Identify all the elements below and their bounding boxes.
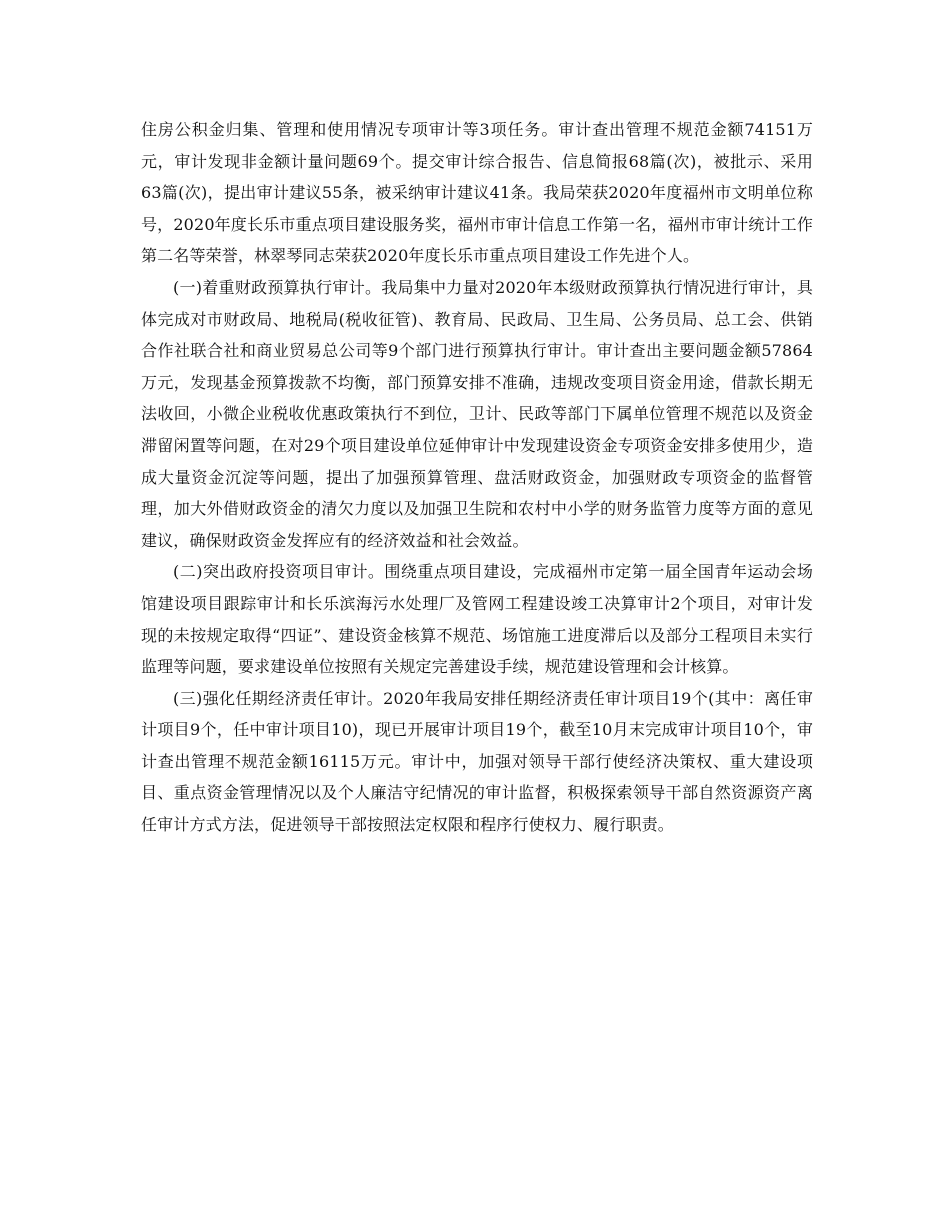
document-page <box>141 114 813 841</box>
paragraph-section-3-tenure-audit: (三)强化任期经济责任审计。2020年我局安排任期经济责任审计项目19个(其中：离任审计项目9个，任中审计项目10)，现已开展审计项目19个，截至10月末完成审计项目10个，审计查出管理不规范金额16115万元。审计中，加强对领导干部行使经济决策权、重大建设项目、重点资金管理情况以及个人廉洁守纪情况的审计监督，积极探索领导干部自然资源资产离任审计方式方法，促进领导干部按照法定权限和程序行使权力、履行职责。 <box>141 688 813 835</box>
paragraph-section-1-budget-audit: (一)着重财政预算执行审计。我局集中力量对2020年本级财政预算执行情况进行审计，具体完成对市财政局、地税局(税收征管)、教育局、民政局、卫生局、公务员局、总工会、供销合作社联合社和商业贸易总公司等9个部门进行预算执行审计。审计查出主要问题金额57864万元，发现基金预算拨款不均衡，部门预算安排不准确，违规改变项目资金用途，借款长期无法收回，小微企业税收优惠政策执行不到位，卫计、民政等部门下属单位管理不规范以及资金滞留闲置等问题，在对29个项目建设单位延伸审计中发现建设资金专项资金安排多使用少，造成大量资金沉淀等问题，提出了加强预算管理、盘活财政资金，加强财政专项资金的监督管理，加大外借财政资金的清欠力度以及加强卫生院和农村中小学的财务监管力度等方面的意见建议，确保财政资金发挥应有的经济效益和社会效益。 <box>141 277 813 550</box>
paragraph-intro-continuation: 住房公积金归集、管理和使用情况专项审计等3项任务。审计查出管理不规范金额74151万元，审计发现非金额计量问题69个。提交审计综合报告、信息简报68篇(次)，被批示、采用63篇(次)，提出审计建议55条，被采纳审计建议41条。我局荣获2020年度福州市文明单位称号，2020年度长乐市重点项目建设服务奖，福州市审计信息工作第一名，福州市审计统计工作第二名等荣誉，林翠琴同志荣获2020年度长乐市重点项目建设工作先进个人。 <box>141 120 813 266</box>
paragraph-section-2-investment-audit: (二)突出政府投资项目审计。围绕重点项目建设，完成福州市定第一届全国青年运动会场馆建设项目跟踪审计和长乐滨海污水处理厂及管网工程建设竣工决算审计2个项目，对审计发现的未按规定取得“四证”、建设资金核算不规范、场馆施工进度滞后以及部分工程项目未实行监理等问题，要求建设单位按照有关规定完善建设手续，规范建设管理和会计核算。 <box>141 562 813 677</box>
